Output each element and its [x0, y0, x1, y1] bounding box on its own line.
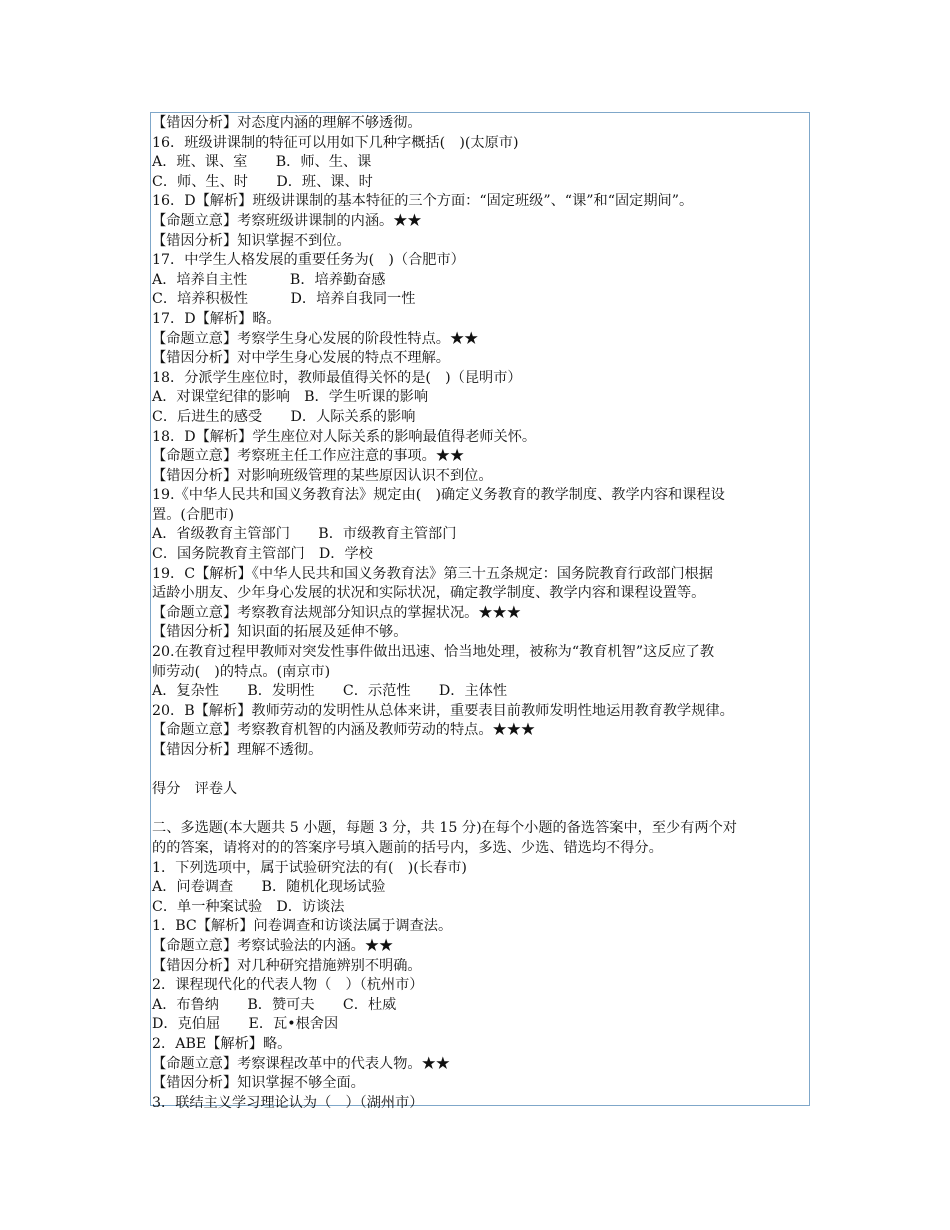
question-20-line-1: 20.在教育过程甲教师对突发性事件做出迅速、恰当地处理，被称为“教育机智”这反应了教 [152, 644, 715, 661]
question-18-options-ab: A．对课堂纪律的影响 B．学生听课的影响 [152, 389, 429, 406]
answer-17: 17．D【解析】略。 [152, 310, 281, 327]
mc-intent-2: 【命题立意】考察课程改革中的代表人物。★★ [152, 1055, 450, 1072]
answer-16: 16．D【解析】班级讲课制的基本特征的三个方面：“固定班级”、“课”和“固定期间”。 [152, 193, 694, 210]
answer-19-line-1: 19．C【解析】《中华人民共和国义务教育法》第三十五条规定：国务院教育行政部门根据 [152, 565, 713, 582]
question-20-options: A．复杂性 B．发明性 C．示范性 D．主体性 [152, 683, 508, 700]
intent-20: 【命题立意】考察教育机智的内涵及教师劳动的特点。★★★ [152, 722, 536, 739]
mc-question-1-options-ab: A．问卷调查 B．随机化现场试验 [152, 879, 386, 896]
answer-18: 18．D【解析】学生座位对人际关系的影响最值得老师关怀。 [152, 428, 537, 445]
mc-question-2-options-de: D．克伯屈 E．瓦•根舍因 [152, 1016, 339, 1033]
question-19-options-ab: A．省级教育主管部门 B．市级教育主管部门 [152, 526, 457, 543]
intent-19: 【命题立意】考察教育法规部分知识点的掌握状况。★★★ [152, 604, 521, 621]
error-analysis-20: 【错因分析】理解不透彻。 [152, 742, 323, 758]
intent-16: 【命题立意】考察班级讲课制的内涵。★★ [152, 212, 422, 229]
error-analysis-18: 【错因分析】对影响班级管理的某些原因认识不到位。 [152, 467, 493, 484]
mc-error-analysis-2: 【错因分析】知识掌握不够全面。 [152, 1075, 365, 1092]
mc-question-3: 3．联结主义学习理论认为（ ）（湖州市） [152, 1094, 424, 1111]
question-16: 16．班级讲课制的特征可以用如下几种字概括( )(太原市) [152, 134, 519, 151]
error-analysis-15: 【错因分析】对态度内涵的理解不够透彻。 [152, 115, 422, 131]
question-20-line-2: 师劳动( )的特点。(南京市) [152, 663, 331, 680]
error-analysis-16: 【错因分析】知识掌握不到位。 [152, 232, 351, 249]
question-18-options-cd: C．后进生的感受 D．人际关系的影响 [152, 408, 416, 425]
question-17: 17．中学生人格发展的重要任务为( )（合肥市） [152, 252, 465, 269]
section-2-heading-line-2: 的的答案，请将对的的答案序号填入题前的括号内，多选、少选、错选均不得分。 [152, 839, 663, 856]
question-19-line-2: 置。(合肥市) [152, 506, 235, 523]
intent-18: 【命题立意】考察班主任工作应注意的事项。★★ [152, 448, 465, 465]
question-19-options-cd: C．国务院教育主管部门 D．学校 [152, 546, 373, 563]
spacer [152, 761, 822, 781]
question-16-options-cd: C．师、生、时 D．班、课、时 [152, 173, 373, 190]
mc-question-2: 2．课程现代化的代表人物（ ）（杭州市） [152, 977, 424, 994]
answer-20: 20．B【解析】教师劳动的发明性从总体来讲，重要表目前教师发明性地运用教育教学规律。 [152, 702, 734, 719]
document-body [152, 114, 822, 1113]
mc-question-1: 1．下列选项中，属于试验研究法的有( )(长春市) [152, 859, 467, 876]
mc-question-2-options-abc: A．布鲁纳 B．赞可夫 C．杜威 [152, 996, 397, 1013]
intent-17: 【命题立意】考察学生身心发展的阶段性特点。★★ [152, 330, 479, 347]
mc-question-1-options-cd: C．单一种案试验 D．访谈法 [152, 898, 345, 915]
question-17-options-cd: C．培养积极性 D．培养自我同一性 [152, 291, 416, 308]
mc-error-analysis-1: 【错因分析】对几种研究措施辨别不明确。 [152, 957, 422, 974]
score-grader-label: 得分 评卷人 [152, 781, 238, 798]
answer-19-line-2: 适龄小朋友、少年身心发展的状况和实际状况，确定教学制度、教学内容和课程设置等。 [152, 585, 706, 602]
question-17-options-ab: A．培养自主性 B．培养勤奋感 [152, 271, 386, 288]
error-analysis-19: 【错因分析】知识面的拓展及延伸不够。 [152, 624, 408, 641]
section-2-heading-line-1: 二、多选题(本大题共 5 小题，每题 3 分，共 15 分)在每个小题的备选答案中，至少有两个对 [152, 820, 737, 837]
mc-intent-1: 【命题立意】考察试验法的内涵。★★ [152, 937, 394, 954]
error-analysis-17: 【错因分析】对中学生身心发展的特点不理解。 [152, 350, 450, 367]
question-18: 18．分派学生座位时，教师最值得关怀的是( )（昆明市） [152, 369, 522, 386]
question-16-options-ab: A．班、课、室 B．师、生、课 [152, 154, 372, 171]
mc-answer-2: 2．ABE【解析】略。 [152, 1035, 292, 1052]
mc-answer-1: 1．BC【解析】问卷调查和访谈法属于调查法。 [152, 918, 453, 935]
question-19-line-1: 19.《中华人民共和国义务教育法》规定由( )确定义务教育的教学制度、教学内容和课程设 [152, 487, 725, 504]
spacer [152, 800, 822, 820]
